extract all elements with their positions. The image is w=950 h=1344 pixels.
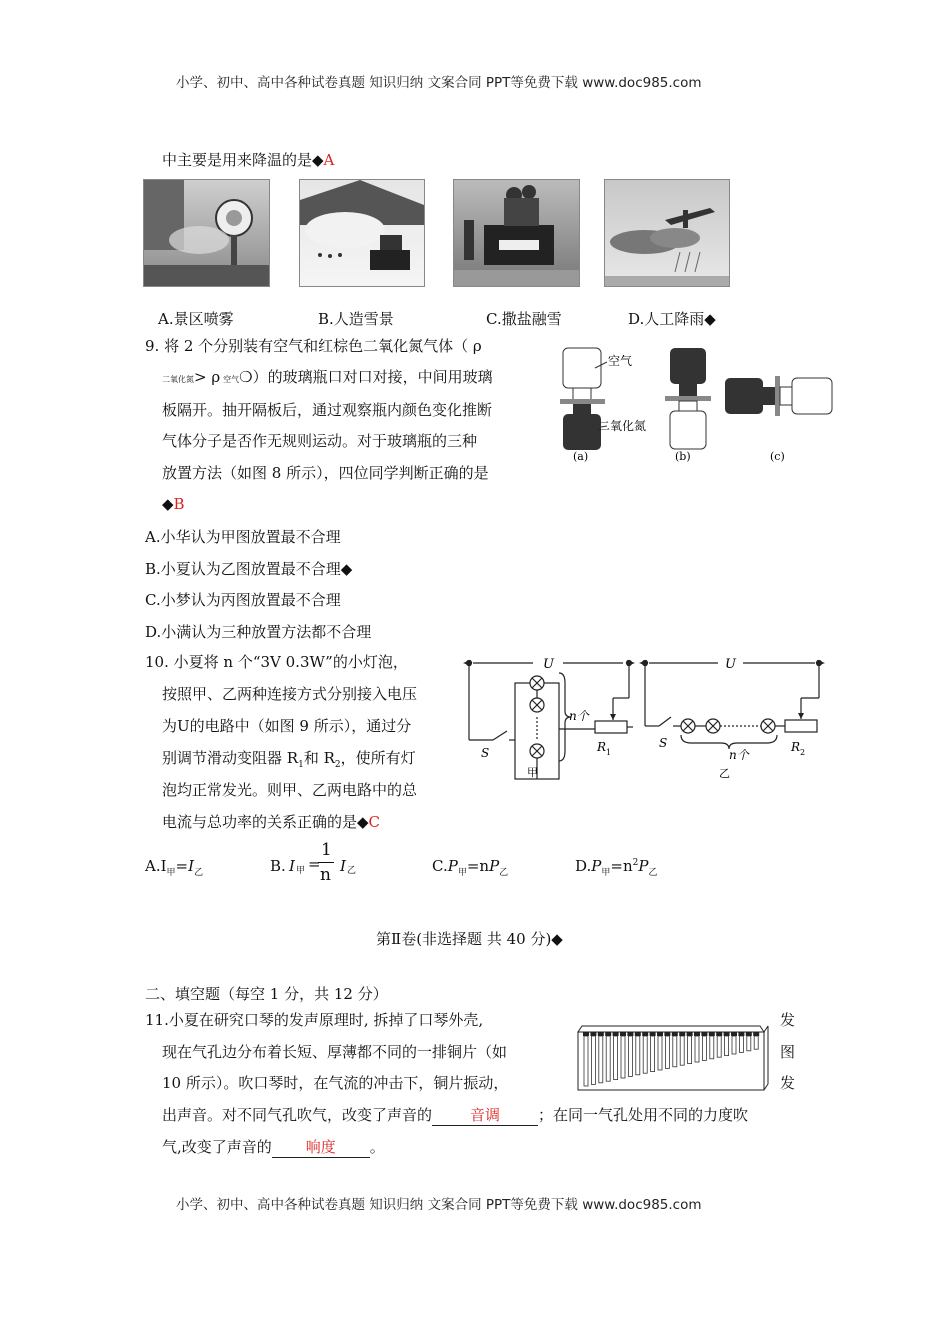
reed (702, 1036, 706, 1060)
fraction-bar (318, 862, 334, 863)
reed-slot (709, 1032, 715, 1036)
q8-option-b: B.人造雪景 (318, 310, 394, 328)
q8-option-c: C.撒盐融雪 (486, 310, 562, 328)
truck-icon (454, 180, 579, 286)
reed-slot (635, 1032, 641, 1036)
reed-slot (679, 1032, 685, 1036)
svg-text:2: 2 (800, 748, 806, 757)
svg-text:(a): (a) (573, 450, 589, 463)
reed-slot (716, 1032, 722, 1036)
photo-salt-snow (453, 179, 580, 287)
svg-text:U: U (543, 657, 554, 672)
reed (658, 1036, 662, 1070)
q8-option-d: D.人工降雨◆ (628, 310, 716, 328)
reed (754, 1036, 758, 1049)
q9-option-c: C.小梦认为丙图放置最不合理 (145, 591, 341, 609)
reed (725, 1036, 729, 1056)
photo-artificial-snow (299, 179, 425, 287)
svg-text:S: S (481, 746, 490, 760)
q11-blank-loudness: 响度 (272, 1137, 370, 1158)
reed (673, 1036, 677, 1067)
reed (688, 1036, 692, 1064)
svg-text:R: R (597, 740, 607, 754)
q9-line5: 放置方法（如图 8 所示），四位同学判断正确的是 (162, 464, 489, 482)
q11-line2: 现在气孔边分布着长短、厚薄都不同的一排铜片（如 (162, 1043, 508, 1061)
reed (651, 1036, 655, 1072)
svg-text:甲: 甲 (527, 766, 538, 779)
svg-text:二氧化氮: 二氧化氮 (598, 419, 647, 433)
section-title: 二、填空题（每空 1 分，共 12 分） (145, 985, 388, 1003)
reed-slot (613, 1032, 619, 1036)
reed (643, 1036, 647, 1073)
reed-slot (583, 1032, 589, 1036)
svg-text:(b): (b) (675, 450, 691, 463)
part2-title: 第Ⅱ卷(非选择题 共 40 分)◆ (376, 930, 563, 948)
page-footer: 小学、初中、高中各种试卷真题 知识归纳 文案合同 PPT等免费下载 www.doc985.com (176, 1197, 702, 1213)
svg-text:1: 1 (606, 748, 612, 757)
reed-slot (605, 1032, 611, 1036)
reed (636, 1036, 640, 1075)
q11-line1: 11.小夏在研究口琴的发声原理时, 拆掉了口琴外壳, (145, 1011, 484, 1029)
q11-line3: 10 所示）。吹口琴时，在气流的冲击下，铜片振动， (162, 1074, 509, 1092)
q8-answer: A (323, 151, 335, 169)
svg-text:(c): (c) (770, 450, 785, 463)
photo-artificial-rain (604, 179, 730, 287)
reed-slot (724, 1032, 730, 1036)
q11-blank-pitch: 音调 (432, 1105, 538, 1126)
reed-slot (738, 1032, 744, 1036)
figure-10-harmonica-reeds (568, 1024, 770, 1096)
q9-option-d: D.小满认为三种放置方法都不合理 (145, 623, 372, 641)
q8-option-a: A.景区喷雾 (158, 310, 234, 328)
reed (695, 1036, 699, 1062)
reed (665, 1036, 669, 1068)
reed-slot (694, 1032, 700, 1036)
q9-answer: B (173, 495, 185, 513)
reed-slot (672, 1032, 678, 1036)
svg-text:S: S (659, 736, 668, 750)
reed-slot (590, 1032, 596, 1036)
spray-fan-icon (144, 180, 269, 286)
q10-line6: 电流与总功率的关系正确的是◆C (162, 813, 381, 831)
reed-slot (657, 1032, 663, 1036)
reed (739, 1036, 743, 1052)
reed-slot (620, 1032, 626, 1036)
bottle-no2-icon (563, 414, 601, 450)
q9-line3: 板隔开。抽开隔板后，通过观察瓶内颜色变化推断 (162, 401, 493, 419)
reed-slot (598, 1032, 604, 1036)
q10-line1: 10. 小夏将 n 个“3V 0.3W”的小灯泡， (145, 653, 408, 671)
svg-text:n个: n个 (569, 709, 589, 723)
q10-option-c: $C.P_甲=nP_乙$ (432, 857, 509, 878)
reed (599, 1036, 603, 1083)
q11-line2-end: 图 (780, 1043, 796, 1061)
q11-line5: 气,改变了声音的 响度 。 (162, 1138, 385, 1156)
reed (680, 1036, 684, 1065)
q10-line2: 按照甲、乙两种连接方式分别接入电压 (162, 685, 418, 703)
q11-line4: 出声音。对不同气孔吹气，改变了声音的 音调 ；在同一气孔处用不同的力度吹 (162, 1106, 749, 1124)
airplane-icon (605, 180, 729, 286)
q9-line1: 9. 将 2 个分别装有空气和红棕色二氧化氮气体（ ρ (145, 337, 482, 355)
q10-answer: C (368, 813, 381, 831)
reed (591, 1036, 595, 1084)
q11-line3-end: 发 (780, 1074, 796, 1092)
q10-line3: 为U的电路中（如图 9 所示），通过分 (162, 717, 412, 735)
reed-slot (753, 1032, 759, 1036)
photo-scenic-spray (143, 179, 270, 287)
reed (614, 1036, 618, 1080)
reed-slot (664, 1032, 670, 1036)
figure-8-bottles (555, 340, 840, 465)
q10-line4: 别调节滑动变阻器 $R_1$和 $R_2$，使所有灯 (162, 749, 416, 770)
reed (732, 1036, 736, 1054)
reed-slot (731, 1032, 737, 1036)
reed (710, 1036, 714, 1059)
svg-text:U: U (725, 657, 736, 672)
reed-slot (746, 1032, 752, 1036)
svg-text:R: R (791, 740, 801, 754)
q9-line4: 气体分子是否作无规则运动。对于玻璃瓶的三种 (162, 432, 478, 450)
reed (584, 1036, 588, 1086)
reed (717, 1036, 721, 1057)
q10-option-a: $A.I_甲=I_乙$ (145, 857, 204, 878)
reed (606, 1036, 610, 1081)
reed (621, 1036, 625, 1078)
q9-option-a: A.小华认为甲图放置最不合理 (145, 528, 341, 546)
q11-line1-end: 发 (780, 1011, 796, 1029)
svg-text:空气: 空气 (608, 354, 633, 368)
page-header: 小学、初中、高中各种试卷真题 知识归纳 文案合同 PPT等免费下载 www.doc985.com (176, 75, 702, 91)
reed-slot (627, 1032, 633, 1036)
q10-option-d: $D.P_甲=n^2P_乙$ (575, 857, 658, 878)
reed (628, 1036, 632, 1076)
snow-cannon-icon (300, 180, 424, 286)
q9-line2: 二氧化氮> ρ 空气❍）的玻璃瓶口对口对接，中间用玻璃 (162, 368, 493, 386)
q9-option-b: B.小夏认为乙图放置最不合理◆ (145, 560, 353, 578)
q9-line6: ◆B (162, 495, 185, 513)
figure-9-circuits (463, 653, 833, 783)
reed-slot (687, 1032, 693, 1036)
reed (747, 1036, 751, 1051)
q8-stem: 中主要是用来降温的是◆A (162, 151, 335, 169)
reed-slot (701, 1032, 707, 1036)
q10-line5: 泡均正常发光。则甲、乙两电路中的总 (162, 781, 418, 799)
reed-slot (642, 1032, 648, 1036)
svg-text:n个: n个 (729, 748, 749, 762)
reed-slot (650, 1032, 656, 1036)
svg-text:乙: 乙 (719, 767, 730, 780)
